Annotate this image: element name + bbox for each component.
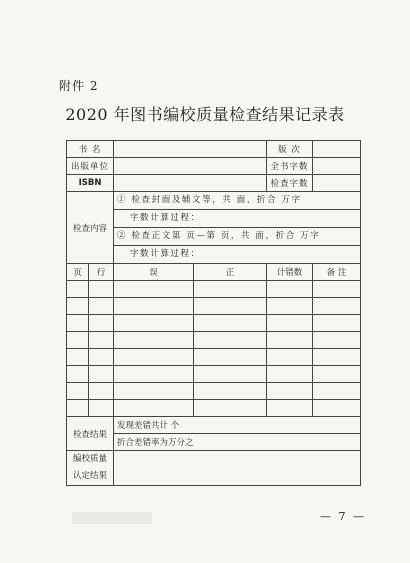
- cell[interactable]: [194, 366, 267, 383]
- quality-check-form: [66, 140, 361, 486]
- cell[interactable]: [67, 298, 89, 315]
- table-row: [67, 383, 361, 400]
- result-row: [67, 417, 361, 434]
- cell[interactable]: [89, 298, 114, 315]
- cell[interactable]: [313, 400, 361, 417]
- table-row: [67, 332, 361, 349]
- col-header-error-count: 计错数: [267, 264, 313, 281]
- cell[interactable]: [267, 332, 313, 349]
- cell[interactable]: [67, 315, 89, 332]
- error-rate-text: 折合差错率为万分之: [114, 434, 361, 451]
- table-row: [67, 349, 361, 366]
- cell[interactable]: [67, 383, 89, 400]
- cell[interactable]: [89, 366, 114, 383]
- cell[interactable]: [313, 349, 361, 366]
- publisher-field[interactable]: [114, 158, 267, 175]
- cell[interactable]: [267, 349, 313, 366]
- book-name-row: [67, 141, 361, 158]
- cell[interactable]: [114, 366, 194, 383]
- publisher-row: [67, 158, 361, 175]
- cell[interactable]: [267, 400, 313, 417]
- cell[interactable]: [114, 281, 194, 298]
- publisher-label: 出版单位: [67, 158, 114, 175]
- table-row: [67, 400, 361, 417]
- col-header-line: 行: [89, 264, 114, 281]
- errors-found-text: 发现差错共计 个: [114, 417, 361, 434]
- cell[interactable]: [89, 383, 114, 400]
- table-row: [67, 298, 361, 315]
- checked-words-label: 检查字数: [267, 175, 313, 192]
- cell[interactable]: [194, 332, 267, 349]
- cell[interactable]: [67, 400, 89, 417]
- cell[interactable]: [194, 400, 267, 417]
- total-words-field[interactable]: [313, 158, 361, 175]
- check-item-2-line-1: ② 检查正文第 页—第 页，共 面，折合 万字: [114, 228, 361, 246]
- cell[interactable]: [267, 281, 313, 298]
- table-row: [67, 366, 361, 383]
- cell[interactable]: [89, 349, 114, 366]
- column-header-row: [67, 264, 361, 281]
- table-row: [67, 281, 361, 298]
- cell[interactable]: [313, 366, 361, 383]
- quality-row: [67, 451, 361, 486]
- cell[interactable]: [313, 281, 361, 298]
- cell[interactable]: [194, 383, 267, 400]
- faded-stamp-mark: [72, 512, 152, 524]
- cell[interactable]: [194, 349, 267, 366]
- total-words-label: 全书字数: [267, 158, 313, 175]
- book-name-field[interactable]: [114, 141, 267, 158]
- cell[interactable]: [89, 281, 114, 298]
- cell[interactable]: [89, 400, 114, 417]
- check-content-row: [67, 192, 361, 210]
- document-title: 2020 年图书编校质量检查结果记录表: [65, 105, 345, 124]
- quality-label-line-2: 认定结果: [73, 471, 108, 481]
- cell[interactable]: [67, 332, 89, 349]
- col-header-remark: 备 注: [313, 264, 361, 281]
- cell[interactable]: [194, 281, 267, 298]
- col-header-page: 页: [67, 264, 89, 281]
- cell[interactable]: [313, 298, 361, 315]
- cell[interactable]: [313, 332, 361, 349]
- col-header-correct: 正: [194, 264, 267, 281]
- cell[interactable]: [194, 315, 267, 332]
- cell[interactable]: [114, 349, 194, 366]
- attachment-label: 附件 2: [59, 79, 99, 93]
- cell[interactable]: [89, 332, 114, 349]
- cell[interactable]: [267, 298, 313, 315]
- col-header-error: 误: [114, 264, 194, 281]
- cell[interactable]: [114, 332, 194, 349]
- cell[interactable]: [89, 315, 114, 332]
- cell[interactable]: [267, 366, 313, 383]
- isbn-field[interactable]: [114, 175, 267, 192]
- cell[interactable]: [114, 383, 194, 400]
- page-number: — 7 —: [320, 510, 366, 523]
- edition-label: 版 次: [267, 141, 313, 158]
- cell[interactable]: [114, 315, 194, 332]
- cell[interactable]: [194, 298, 267, 315]
- check-content-label: 检查内容: [67, 192, 114, 264]
- cell[interactable]: [67, 281, 89, 298]
- book-name-label: 书 名: [67, 141, 114, 158]
- isbn-row: [67, 175, 361, 192]
- cell[interactable]: [267, 383, 313, 400]
- cell[interactable]: [67, 366, 89, 383]
- cell[interactable]: [313, 315, 361, 332]
- check-item-1-line-1: ① 检查封面及辅文等，共 面，折合 万字: [114, 192, 361, 210]
- cell[interactable]: [114, 298, 194, 315]
- cell[interactable]: [267, 315, 313, 332]
- edition-field[interactable]: [313, 141, 361, 158]
- check-item-2-line-2: 字数计算过程：: [114, 246, 361, 264]
- isbn-label: ISBN: [67, 175, 114, 192]
- quality-label-line-1: 编校质量: [73, 454, 108, 464]
- checked-words-field[interactable]: [313, 175, 361, 192]
- quality-result-field[interactable]: [114, 451, 361, 486]
- table-row: [67, 315, 361, 332]
- cell[interactable]: [313, 383, 361, 400]
- quality-label: [67, 451, 114, 486]
- result-label: 检查结果: [67, 417, 114, 451]
- cell[interactable]: [114, 400, 194, 417]
- check-item-1-line-2: 字数计算过程：: [114, 210, 361, 228]
- cell[interactable]: [67, 349, 89, 366]
